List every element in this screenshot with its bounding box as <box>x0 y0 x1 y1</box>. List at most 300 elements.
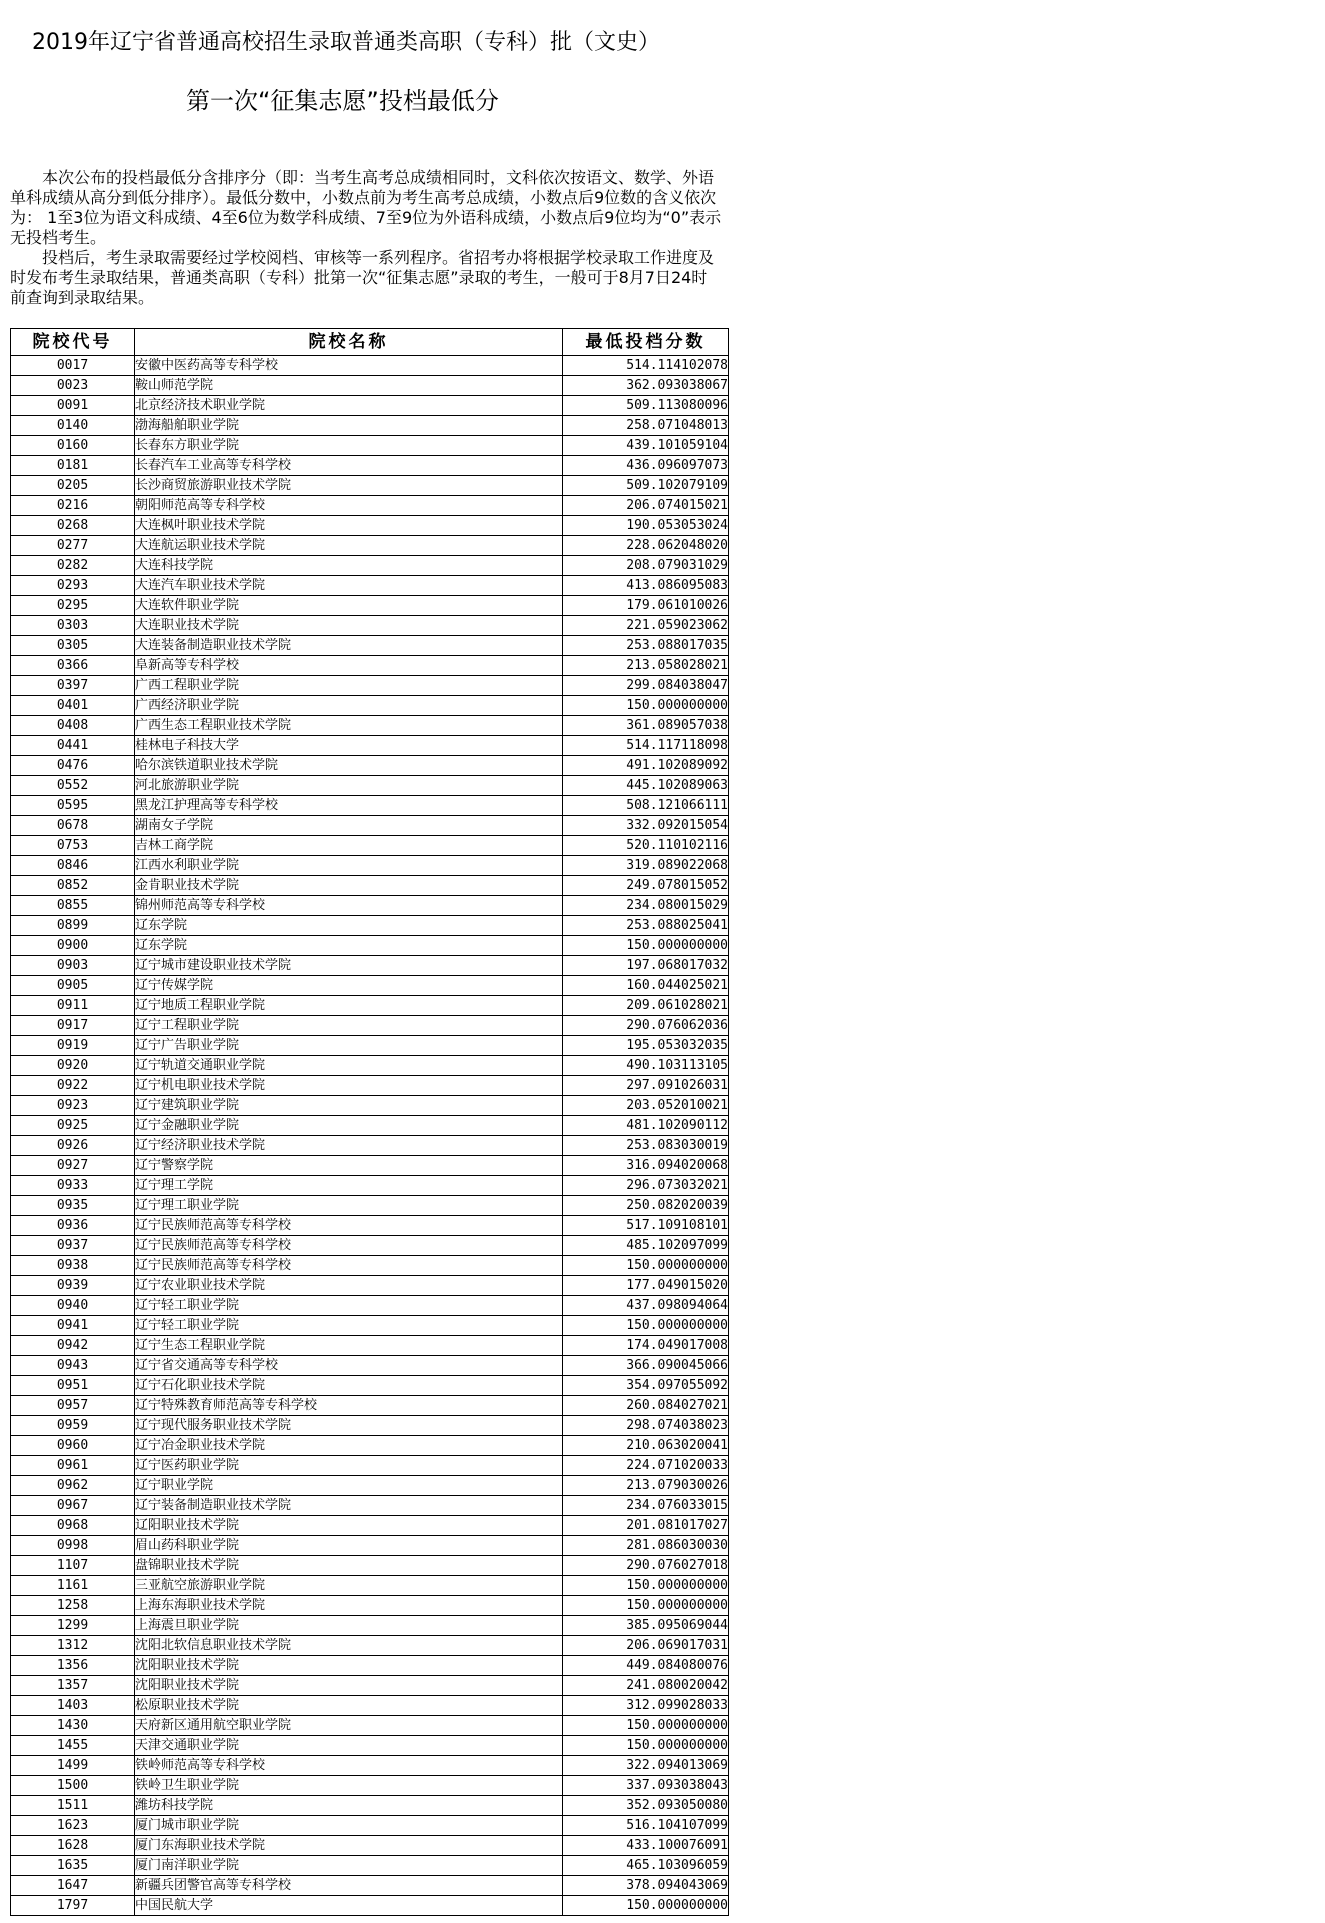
table-row <box>11 1776 729 1796</box>
school-name-cell: 上海震旦职业学院 <box>135 1616 563 1636</box>
table-row <box>11 756 729 776</box>
school-name-cell: 上海东海职业技术学院 <box>135 1596 563 1616</box>
school-code-cell: 1511 <box>11 1796 135 1816</box>
school-name-cell: 湖南女子学院 <box>135 816 563 836</box>
school-name-cell: 广西经济职业学院 <box>135 696 563 716</box>
table-row <box>11 496 729 516</box>
min-score-cell: 160.044025021 <box>563 976 729 996</box>
school-code-cell: 0140 <box>11 416 135 436</box>
table-row <box>11 1036 729 1056</box>
table-row <box>11 1016 729 1036</box>
min-score-cell: 332.092015054 <box>563 816 729 836</box>
school-code-cell: 0943 <box>11 1356 135 1376</box>
table-row <box>11 916 729 936</box>
table-row <box>11 1396 729 1416</box>
school-code-cell: 0091 <box>11 396 135 416</box>
school-name-cell: 鞍山师范学院 <box>135 376 563 396</box>
table-row <box>11 716 729 736</box>
table-row <box>11 1516 729 1536</box>
table-row <box>11 1236 729 1256</box>
school-name-cell: 大连航运职业技术学院 <box>135 536 563 556</box>
school-code-cell: 0397 <box>11 676 135 696</box>
min-score-cell: 210.063020041 <box>563 1436 729 1456</box>
min-score-cell: 209.061028021 <box>563 996 729 1016</box>
school-code-cell: 0855 <box>11 896 135 916</box>
school-code-cell: 0023 <box>11 376 135 396</box>
school-code-cell: 0846 <box>11 856 135 876</box>
school-name-cell: 辽宁民族师范高等专科学校 <box>135 1216 563 1236</box>
school-name-cell: 辽宁机电职业技术学院 <box>135 1076 563 1096</box>
school-code-cell: 0295 <box>11 596 135 616</box>
school-name-cell: 辽东学院 <box>135 916 563 936</box>
table-row <box>11 1096 729 1116</box>
min-score-cell: 150.000000000 <box>563 936 729 956</box>
table-row <box>11 656 729 676</box>
table-row <box>11 1656 729 1676</box>
table-row <box>11 636 729 656</box>
school-name-cell: 大连科技学院 <box>135 556 563 576</box>
school-name-cell: 天津交通职业学院 <box>135 1736 563 1756</box>
school-code-cell: 0998 <box>11 1536 135 1556</box>
school-code-cell: 1623 <box>11 1816 135 1836</box>
school-name-cell: 辽宁装备制造职业技术学院 <box>135 1496 563 1516</box>
min-score-cell: 322.094013069 <box>563 1756 729 1776</box>
min-score-cell: 228.062048020 <box>563 536 729 556</box>
school-name-cell: 辽宁警察学院 <box>135 1156 563 1176</box>
min-score-cell: 298.074038023 <box>563 1416 729 1436</box>
min-score-cell: 319.089022068 <box>563 856 729 876</box>
school-code-cell: 0017 <box>11 356 135 376</box>
min-score-cell: 203.052010021 <box>563 1096 729 1116</box>
table-header-row <box>11 329 729 356</box>
school-code-cell: 0942 <box>11 1336 135 1356</box>
school-code-cell: 0905 <box>11 976 135 996</box>
school-code-cell: 0408 <box>11 716 135 736</box>
school-code-cell: 0282 <box>11 556 135 576</box>
school-name-cell: 辽东学院 <box>135 936 563 956</box>
school-code-cell: 0926 <box>11 1136 135 1156</box>
document-subtitle: 第一次“征集志愿”投档最低分 <box>186 87 499 115</box>
min-score-cell: 253.088017035 <box>563 636 729 656</box>
school-name-cell: 辽宁民族师范高等专科学校 <box>135 1236 563 1256</box>
school-code-cell: 0900 <box>11 936 135 956</box>
school-name-cell: 渤海船舶职业学院 <box>135 416 563 436</box>
table-row <box>11 836 729 856</box>
school-code-cell: 0968 <box>11 1516 135 1536</box>
school-name-cell: 金肯职业技术学院 <box>135 876 563 896</box>
school-name-cell: 辽宁职业学院 <box>135 1476 563 1496</box>
table-row <box>11 396 729 416</box>
table-row <box>11 1556 729 1576</box>
explanatory-notes <box>10 168 722 308</box>
table-row <box>11 1436 729 1456</box>
min-score-cell: 150.000000000 <box>563 1716 729 1736</box>
min-score-cell: 179.061010026 <box>563 596 729 616</box>
school-code-cell: 1357 <box>11 1676 135 1696</box>
table-row <box>11 536 729 556</box>
min-score-cell: 297.091026031 <box>563 1076 729 1096</box>
school-name-cell: 江西水利职业学院 <box>135 856 563 876</box>
school-name-cell: 大连装备制造职业技术学院 <box>135 636 563 656</box>
table-row <box>11 676 729 696</box>
school-name-cell: 辽宁工程职业学院 <box>135 1016 563 1036</box>
min-score-cell: 337.093038043 <box>563 1776 729 1796</box>
school-code-cell: 0277 <box>11 536 135 556</box>
min-score-cell: 490.103113105 <box>563 1056 729 1076</box>
min-score-cell: 150.000000000 <box>563 1316 729 1336</box>
table-row <box>11 1576 729 1596</box>
school-code-cell: 1161 <box>11 1576 135 1596</box>
table-row <box>11 896 729 916</box>
min-score-cell: 465.103096059 <box>563 1856 729 1876</box>
school-code-cell: 0852 <box>11 876 135 896</box>
min-score-cell: 437.098094064 <box>563 1296 729 1316</box>
min-score-cell: 250.082020039 <box>563 1196 729 1216</box>
table-row <box>11 996 729 1016</box>
school-code-cell: 1258 <box>11 1596 135 1616</box>
table-row <box>11 476 729 496</box>
table-row <box>11 596 729 616</box>
school-name-cell: 天府新区通用航空职业学院 <box>135 1716 563 1736</box>
min-score-cell: 361.089057038 <box>563 716 729 736</box>
school-code-cell: 0552 <box>11 776 135 796</box>
school-name-cell: 辽宁轻工职业学院 <box>135 1316 563 1336</box>
table-row <box>11 1596 729 1616</box>
table-row <box>11 1536 729 1556</box>
table-row <box>11 1176 729 1196</box>
min-score-cell: 516.104107099 <box>563 1816 729 1836</box>
school-name-cell: 广西工程职业学院 <box>135 676 563 696</box>
table-row <box>11 1696 729 1716</box>
school-name-cell: 辽宁金融职业学院 <box>135 1116 563 1136</box>
school-code-cell: 0401 <box>11 696 135 716</box>
school-name-cell: 新疆兵团警官高等专科学校 <box>135 1876 563 1896</box>
school-name-cell: 辽宁地质工程职业学院 <box>135 996 563 1016</box>
school-code-cell: 0938 <box>11 1256 135 1276</box>
min-score-cell: 299.084038047 <box>563 676 729 696</box>
school-name-cell: 辽宁广告职业学院 <box>135 1036 563 1056</box>
school-name-cell: 大连软件职业学院 <box>135 596 563 616</box>
table-row <box>11 1896 729 1916</box>
school-name-cell: 长沙商贸旅游职业技术学院 <box>135 476 563 496</box>
school-code-cell: 0899 <box>11 916 135 936</box>
school-name-cell: 盘锦职业技术学院 <box>135 1556 563 1576</box>
table-row <box>11 736 729 756</box>
school-name-cell: 大连枫叶职业技术学院 <box>135 516 563 536</box>
document-title: 2019年辽宁省普通高校招生录取普通类高职（专科）批（文史） <box>32 30 660 55</box>
min-score-cell: 517.109108101 <box>563 1216 729 1236</box>
school-code-cell: 0181 <box>11 456 135 476</box>
min-score-cell: 206.074015021 <box>563 496 729 516</box>
school-name-cell: 松原职业技术学院 <box>135 1696 563 1716</box>
table-row <box>11 1756 729 1776</box>
table-body <box>11 356 729 1916</box>
min-score-cell: 449.084080076 <box>563 1656 729 1676</box>
table-row <box>11 456 729 476</box>
school-code-cell: 0216 <box>11 496 135 516</box>
table-row <box>11 1476 729 1496</box>
table-row <box>11 1076 729 1096</box>
table-row <box>11 1716 729 1736</box>
school-code-cell: 0940 <box>11 1296 135 1316</box>
school-code-cell: 0939 <box>11 1276 135 1296</box>
school-name-cell: 铁岭卫生职业学院 <box>135 1776 563 1796</box>
min-score-cell: 177.049015020 <box>563 1276 729 1296</box>
min-score-cell: 260.084027021 <box>563 1396 729 1416</box>
school-code-cell: 0933 <box>11 1176 135 1196</box>
school-code-cell: 1499 <box>11 1756 135 1776</box>
min-score-cell: 316.094020068 <box>563 1156 729 1176</box>
school-code-cell: 0911 <box>11 996 135 1016</box>
table-row <box>11 1736 729 1756</box>
table-row <box>11 1156 729 1176</box>
min-score-cell: 508.121066111 <box>563 796 729 816</box>
table-row <box>11 1416 729 1436</box>
table-row <box>11 1296 729 1316</box>
min-score-cell: 433.100076091 <box>563 1836 729 1856</box>
table-row <box>11 1376 729 1396</box>
table-row <box>11 1676 729 1696</box>
school-code-cell: 0967 <box>11 1496 135 1516</box>
school-code-cell: 0941 <box>11 1316 135 1336</box>
school-name-cell: 辽宁特殊教育师范高等专科学校 <box>135 1396 563 1416</box>
school-name-cell: 沈阳职业技术学院 <box>135 1656 563 1676</box>
table-row <box>11 356 729 376</box>
school-name-cell: 辽宁建筑职业学院 <box>135 1096 563 1116</box>
min-score-cell: 150.000000000 <box>563 1736 729 1756</box>
table-row <box>11 1276 729 1296</box>
school-code-cell: 0927 <box>11 1156 135 1176</box>
school-name-cell: 辽宁生态工程职业学院 <box>135 1336 563 1356</box>
school-name-cell: 河北旅游职业学院 <box>135 776 563 796</box>
school-code-cell: 0476 <box>11 756 135 776</box>
school-name-cell: 大连职业技术学院 <box>135 616 563 636</box>
table-row <box>11 856 729 876</box>
school-code-cell: 0205 <box>11 476 135 496</box>
min-score-cell: 491.102089092 <box>563 756 729 776</box>
school-name-cell: 黑龙江护理高等专科学校 <box>135 796 563 816</box>
min-score-cell: 312.099028033 <box>563 1696 729 1716</box>
min-score-cell: 201.081017027 <box>563 1516 729 1536</box>
header-school-name: 院校名称 <box>135 329 563 356</box>
school-code-cell: 0919 <box>11 1036 135 1056</box>
min-score-cell: 224.071020033 <box>563 1456 729 1476</box>
school-name-cell: 辽宁理工学院 <box>135 1176 563 1196</box>
min-score-cell: 253.083030019 <box>563 1136 729 1156</box>
table-row <box>11 876 729 896</box>
table-row <box>11 376 729 396</box>
school-code-cell: 1635 <box>11 1856 135 1876</box>
school-name-cell: 广西生态工程职业技术学院 <box>135 716 563 736</box>
header-min-score: 最低投档分数 <box>563 329 729 356</box>
min-score-cell: 290.076062036 <box>563 1016 729 1036</box>
school-name-cell: 长春东方职业学院 <box>135 436 563 456</box>
table-row <box>11 1796 729 1816</box>
table-row <box>11 1216 729 1236</box>
school-code-cell: 0441 <box>11 736 135 756</box>
school-name-cell: 厦门东海职业技术学院 <box>135 1836 563 1856</box>
min-score-cell: 509.113080096 <box>563 396 729 416</box>
school-code-cell: 0957 <box>11 1396 135 1416</box>
school-name-cell: 大连汽车职业技术学院 <box>135 576 563 596</box>
school-code-cell: 0920 <box>11 1056 135 1076</box>
school-name-cell: 辽宁石化职业技术学院 <box>135 1376 563 1396</box>
table-row <box>11 1336 729 1356</box>
min-score-cell: 221.059023062 <box>563 616 729 636</box>
school-code-cell: 0951 <box>11 1376 135 1396</box>
min-score-cell: 378.094043069 <box>563 1876 729 1896</box>
table-row <box>11 936 729 956</box>
school-name-cell: 阜新高等专科学校 <box>135 656 563 676</box>
school-code-cell: 1797 <box>11 1896 135 1916</box>
table-row <box>11 416 729 436</box>
min-score-cell: 197.068017032 <box>563 956 729 976</box>
min-score-cell: 485.102097099 <box>563 1236 729 1256</box>
school-name-cell: 吉林工商学院 <box>135 836 563 856</box>
min-score-cell: 234.076033015 <box>563 1496 729 1516</box>
min-score-cell: 413.086095083 <box>563 576 729 596</box>
school-name-cell: 铁岭师范高等专科学校 <box>135 1756 563 1776</box>
min-score-cell: 436.096097073 <box>563 456 729 476</box>
school-code-cell: 0268 <box>11 516 135 536</box>
min-score-cell: 234.080015029 <box>563 896 729 916</box>
school-code-cell: 0160 <box>11 436 135 456</box>
school-code-cell: 1647 <box>11 1876 135 1896</box>
table-row <box>11 956 729 976</box>
admission-score-table <box>10 328 729 1916</box>
min-score-cell: 258.071048013 <box>563 416 729 436</box>
min-score-cell: 520.110102116 <box>563 836 729 856</box>
min-score-cell: 439.101059104 <box>563 436 729 456</box>
school-code-cell: 0937 <box>11 1236 135 1256</box>
min-score-cell: 514.114102078 <box>563 356 729 376</box>
min-score-cell: 206.069017031 <box>563 1636 729 1656</box>
school-name-cell: 锦州师范高等专科学校 <box>135 896 563 916</box>
table-row <box>11 1616 729 1636</box>
min-score-cell: 195.053032035 <box>563 1036 729 1056</box>
min-score-cell: 150.000000000 <box>563 1256 729 1276</box>
table-row <box>11 976 729 996</box>
table-row <box>11 1056 729 1076</box>
school-code-cell: 0303 <box>11 616 135 636</box>
min-score-cell: 249.078015052 <box>563 876 729 896</box>
school-name-cell: 辽宁理工职业学院 <box>135 1196 563 1216</box>
school-name-cell: 眉山药科职业学院 <box>135 1536 563 1556</box>
table-row <box>11 556 729 576</box>
min-score-cell: 150.000000000 <box>563 1596 729 1616</box>
min-score-cell: 290.076027018 <box>563 1556 729 1576</box>
school-name-cell: 辽宁现代服务职业技术学院 <box>135 1416 563 1436</box>
school-code-cell: 1430 <box>11 1716 135 1736</box>
school-code-cell: 0960 <box>11 1436 135 1456</box>
school-name-cell: 辽宁省交通高等专科学校 <box>135 1356 563 1376</box>
school-name-cell: 三亚航空旅游职业学院 <box>135 1576 563 1596</box>
table-row <box>11 1836 729 1856</box>
school-code-cell: 1455 <box>11 1736 135 1756</box>
school-code-cell: 0305 <box>11 636 135 656</box>
min-score-cell: 241.080020042 <box>563 1676 729 1696</box>
table-row <box>11 1136 729 1156</box>
school-name-cell: 厦门城市职业学院 <box>135 1816 563 1836</box>
min-score-cell: 445.102089063 <box>563 776 729 796</box>
school-code-cell: 0936 <box>11 1216 135 1236</box>
school-name-cell: 朝阳师范高等专科学校 <box>135 496 563 516</box>
table-row <box>11 616 729 636</box>
school-code-cell: 1312 <box>11 1636 135 1656</box>
school-code-cell: 1500 <box>11 1776 135 1796</box>
table-row <box>11 1856 729 1876</box>
school-code-cell: 1356 <box>11 1656 135 1676</box>
min-score-cell: 213.079030026 <box>563 1476 729 1496</box>
min-score-cell: 150.000000000 <box>563 1896 729 1916</box>
school-code-cell: 0922 <box>11 1076 135 1096</box>
school-code-cell: 0903 <box>11 956 135 976</box>
min-score-cell: 150.000000000 <box>563 1576 729 1596</box>
school-code-cell: 1107 <box>11 1556 135 1576</box>
school-name-cell: 安徽中医药高等专科学校 <box>135 356 563 376</box>
school-code-cell: 0595 <box>11 796 135 816</box>
school-name-cell: 辽宁医药职业学院 <box>135 1456 563 1476</box>
school-code-cell: 0935 <box>11 1196 135 1216</box>
table-row <box>11 796 729 816</box>
min-score-cell: 174.049017008 <box>563 1336 729 1356</box>
note-paragraph-admission: 投档后，考生录取需要经过学校阅档、审核等一系列程序。省招考办将根据学校录取工作进度及时发布考生录取结果，普通类高职（专科）批第一次“征集志愿”录取的考生，一般可于8月7日24时前查询到录取结果。 <box>10 248 715 307</box>
table-row <box>11 1636 729 1656</box>
school-name-cell: 潍坊科技学院 <box>135 1796 563 1816</box>
min-score-cell: 352.093050080 <box>563 1796 729 1816</box>
header-school-code: 院校代号 <box>11 329 135 356</box>
school-code-cell: 0925 <box>11 1116 135 1136</box>
school-name-cell: 辽宁传媒学院 <box>135 976 563 996</box>
school-code-cell: 0753 <box>11 836 135 856</box>
table-row <box>11 696 729 716</box>
school-name-cell: 哈尔滨铁道职业技术学院 <box>135 756 563 776</box>
table-row <box>11 1316 729 1336</box>
school-code-cell: 0961 <box>11 1456 135 1476</box>
min-score-cell: 385.095069044 <box>563 1616 729 1636</box>
min-score-cell: 190.053053024 <box>563 516 729 536</box>
min-score-cell: 481.102090112 <box>563 1116 729 1136</box>
min-score-cell: 362.093038067 <box>563 376 729 396</box>
school-code-cell: 0917 <box>11 1016 135 1036</box>
school-code-cell: 0923 <box>11 1096 135 1116</box>
school-name-cell: 北京经济技术职业学院 <box>135 396 563 416</box>
school-name-cell: 长春汽车工业高等专科学校 <box>135 456 563 476</box>
school-name-cell: 沈阳北软信息职业技术学院 <box>135 1636 563 1656</box>
table-row <box>11 1256 729 1276</box>
school-code-cell: 1299 <box>11 1616 135 1636</box>
min-score-cell: 253.088025041 <box>563 916 729 936</box>
table-row <box>11 1116 729 1136</box>
school-name-cell: 辽宁民族师范高等专科学校 <box>135 1256 563 1276</box>
school-code-cell: 0678 <box>11 816 135 836</box>
school-name-cell: 沈阳职业技术学院 <box>135 1676 563 1696</box>
table-row <box>11 1356 729 1376</box>
school-name-cell: 辽宁冶金职业技术学院 <box>135 1436 563 1456</box>
min-score-cell: 366.090045066 <box>563 1356 729 1376</box>
table-row <box>11 1496 729 1516</box>
table-row <box>11 1456 729 1476</box>
school-name-cell: 辽宁经济职业技术学院 <box>135 1136 563 1156</box>
school-code-cell: 0293 <box>11 576 135 596</box>
school-name-cell: 中国民航大学 <box>135 1896 563 1916</box>
min-score-cell: 296.073032021 <box>563 1176 729 1196</box>
school-code-cell: 1628 <box>11 1836 135 1856</box>
school-name-cell: 桂林电子科技大学 <box>135 736 563 756</box>
min-score-cell: 150.000000000 <box>563 696 729 716</box>
min-score-cell: 208.079031029 <box>563 556 729 576</box>
school-name-cell: 辽宁城市建设职业技术学院 <box>135 956 563 976</box>
